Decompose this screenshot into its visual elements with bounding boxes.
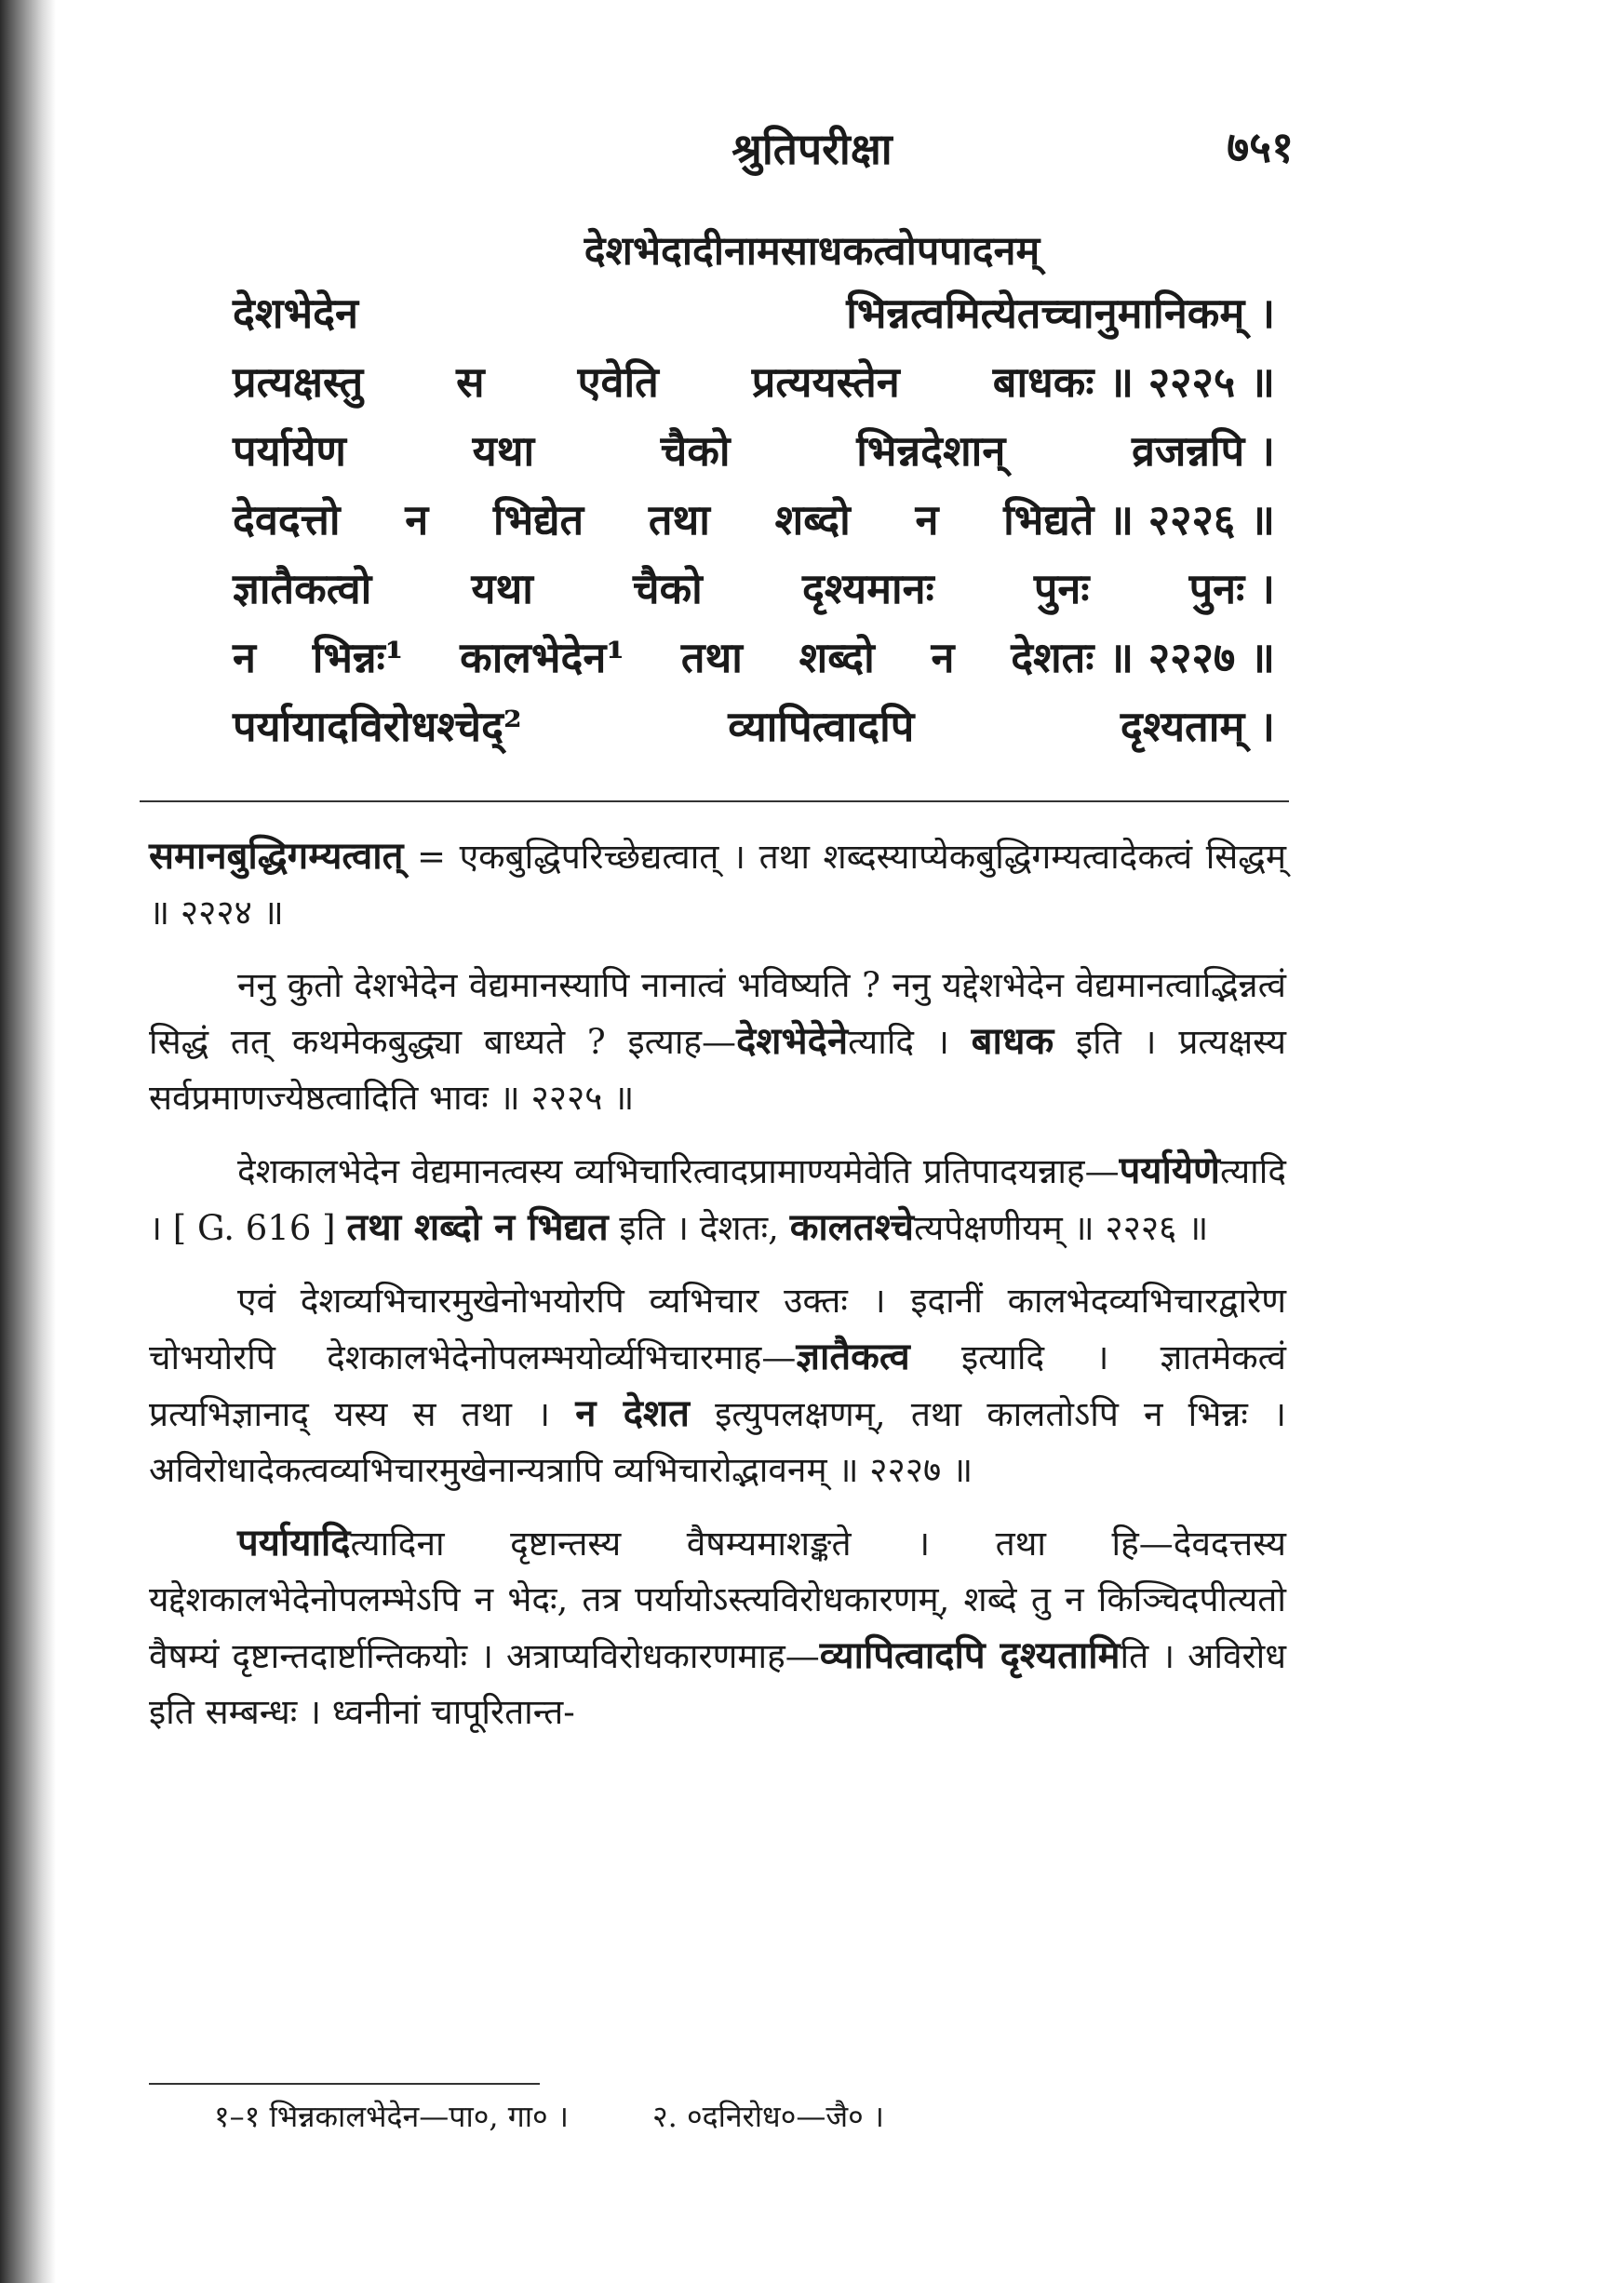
verse-word: बाधकः ॥ २२२५ ॥	[992, 357, 1275, 407]
verse-word: भिन्नत्वमित्येतच्चानुमानिकम् ।	[846, 289, 1275, 338]
verse-line	[233, 624, 1275, 692]
verse-word: प्रत्यक्षस्तु	[233, 357, 364, 407]
running-title: श्रुतिपरीक्षा	[731, 124, 893, 174]
verse-word: पर्यायादविरोधश्चेद्²	[233, 702, 522, 751]
commentary-paragraph	[149, 1273, 1286, 1498]
bold-lemma: ज्ञातैकत्व	[796, 1335, 910, 1378]
commentary-text: इत्युपलक्षणम्, तथा कालतोऽपि न भिन्नः । अविरोधादेकत्वव्यभिचारमुखेनान्यत्रापि व्यभिचारोद्भावनम् ॥ २२२७ ॥	[149, 1394, 1286, 1490]
verse-word: न	[915, 495, 939, 544]
separator-rule	[140, 800, 1289, 802]
commentary	[149, 828, 1286, 1757]
verse-word: पुनः ।	[1188, 564, 1275, 613]
verse-word: शब्दो	[774, 495, 851, 544]
verse-word: प्रत्ययस्तेन	[751, 357, 900, 407]
footnotes	[214, 2090, 1238, 2142]
verse-line	[233, 555, 1275, 624]
verse-word: देवदत्तो	[233, 495, 341, 544]
commentary-text: इति । देशतः,	[608, 1208, 790, 1248]
verse-word: व्रजन्नपि ।	[1131, 426, 1275, 476]
commentary-paragraph	[149, 1143, 1286, 1256]
commentary-text: त्यादि । [ G. 616 ]	[149, 1151, 1286, 1248]
verse-word: भिद्यते ॥ २२२६ ॥	[1003, 495, 1275, 544]
commentary-text: त्यादि ।	[848, 1022, 972, 1062]
bold-lemma: पर्यायादि	[237, 1521, 351, 1565]
bold-lemma: समानबुद्धिगम्यत्वात्	[149, 834, 404, 878]
bold-lemma: पर्यायेणे	[1119, 1148, 1220, 1192]
verse-word: न	[405, 495, 429, 544]
footnote-1: १–१ भिन्नकालभेदेन—पा०, गा० ।	[214, 2099, 569, 2134]
verse-line	[233, 279, 1275, 348]
bold-lemma: व्यापित्वादपि दृश्यतामि	[819, 1633, 1121, 1677]
verse-word: पर्यायेण	[233, 426, 346, 476]
bold-lemma: बाधक	[971, 1019, 1054, 1063]
verse-word: न	[931, 633, 955, 682]
verse-word: शब्दो	[799, 633, 875, 682]
verse-line	[233, 692, 1275, 761]
commentary-text: इत्यादि । ज्ञातमेकत्वं प्रत्यभिज्ञानाद् यस्य स तथा ।	[149, 1337, 1286, 1434]
commentary-paragraph	[149, 958, 1286, 1126]
commentary-text: त्यादिना दृष्टान्तस्य वैषम्यमाशङ्कते । तथा हि—देवदत्तस्य यद्देशकालभेदेनोपलम्भेऽपि न भेदः, तत्र पर्यायोऽस्त्यविरोधकारणम्, शब्दे तु न किञ्चिदपीत्यतो वैषम्यं दृष्टान्तदार्ष्टान्तिकयोः । अत्राप्यविरोधकारणमाह—	[149, 1524, 1286, 1676]
verse-word: चैको	[633, 564, 703, 613]
section-heading: देशभेदादीनामसाधकत्वोपपादनम्	[584, 228, 1040, 275]
verse-word: देशभेदेन	[233, 289, 359, 338]
bold-lemma: कालतश्चे	[789, 1205, 915, 1249]
verse-word: यथा	[472, 426, 535, 476]
commentary-text: देशकालभेदेन वेद्यमानत्वस्य व्यभिचारित्वादप्रामाण्यमेवेति प्रतिपादयन्नाह—	[237, 1151, 1120, 1191]
commentary-text: एवं देशव्यभिचारमुखेनोभयोरपि व्यभिचार उक्तः । इदानीं कालभेदव्यभिचारद्वारेण चोभयोरपि देशकालभेदेनोपलम्भयोर्व्यभिचारमाह—	[149, 1281, 1286, 1377]
bold-lemma: न देशत	[575, 1391, 690, 1435]
footnote-2: २. ०दनिरोध०—जै० ।	[651, 2099, 885, 2134]
verse-word: पुनः	[1033, 564, 1090, 613]
footnote-rule	[149, 2083, 540, 2085]
verse-line	[233, 417, 1275, 486]
commentary-text: इति । प्रत्यक्षस्य सर्वप्रमाणज्येष्ठत्वादिति भावः ॥ २२२५ ॥	[149, 1022, 1286, 1118]
bold-lemma: तथा शब्दो न भिद्यत	[346, 1205, 609, 1249]
verse-word: यथा	[471, 564, 533, 613]
verse-line	[233, 348, 1275, 417]
verse-word: दृश्यमानः	[801, 564, 934, 613]
verse-word: दृश्यताम् ।	[1120, 702, 1275, 751]
verse-word: तथा	[680, 633, 743, 682]
verse-block	[233, 279, 1275, 761]
commentary-paragraph	[149, 828, 1286, 941]
verse-word: भिन्नः¹	[312, 633, 404, 682]
page-number: ७५१	[1227, 122, 1294, 172]
verse-word: भिन्नदेशान्	[856, 426, 1006, 476]
commentary-text: = एकबुद्धिपरिच्छेद्यत्वात् । तथा शब्दस्याप्येकबुद्धिगम्यत्वादेकत्वं सिद्धम् ॥ २२२४ ॥	[149, 837, 1286, 933]
verse-word: भिद्येत	[492, 495, 584, 544]
verse-word: तथा	[648, 495, 710, 544]
bold-lemma: देशभेदेने	[736, 1019, 849, 1063]
verse-word: कालभेदेन¹	[460, 633, 625, 682]
commentary-text: ति । अविरोध इति सम्बन्धः । ध्वनीनां चापूरितान्त-	[149, 1636, 1286, 1732]
verse-word: एवेति	[577, 357, 659, 407]
verse-word: न	[233, 633, 256, 682]
verse-word: स	[456, 357, 485, 407]
verse-word: व्यापित्वादपि	[728, 702, 915, 751]
commentary-text: त्यपेक्षणीयम् ॥ २२२६ ॥	[914, 1208, 1209, 1248]
verse-word: चैको	[660, 426, 731, 476]
verse-line	[233, 486, 1275, 555]
verse-word: देशतः ॥ २२२७ ॥	[1011, 633, 1275, 682]
commentary-text: ननु कुतो देशभेदेन वेद्यमानस्यापि नानात्वं भविष्यति ? ननु यद्देशभेदेन वेद्यमानत्वाद्भिन्नत्वं सिद्धं तत् कथमेकबुद्ध्या बाध्यते ? इत्याह—	[149, 965, 1286, 1062]
verse-word: ज्ञातैकत्वो	[233, 564, 372, 613]
commentary-paragraph	[149, 1515, 1286, 1740]
